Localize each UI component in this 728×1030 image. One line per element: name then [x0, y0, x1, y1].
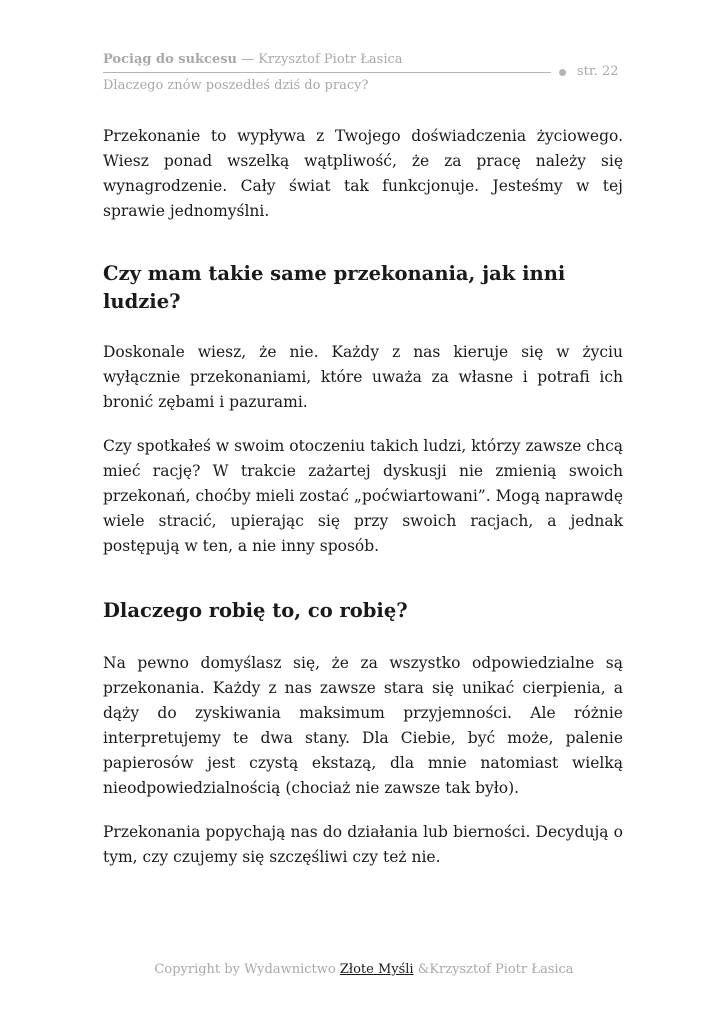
- footer-prefix: Copyright by Wydawnictwo: [154, 962, 340, 977]
- paragraph-5: Przekonania popychają nas do działania lub bierności. Decydują o tym, czy czujemy się szczęśliwi czy też nie.: [103, 823, 623, 866]
- paragraph-4: Na pewno domyślasz się, że za wszystko odpowiedzialne są przekonania. Każdy z nas zawsze stara się unikać cierpienia, a dąży do zyskiwania maksimum przyjemności. Ale różnie interpretujemy te dwa stany. Dla Ciebie, być może, palenie papierosów jest czystą ekstazą, dla mnie natomiast wielką nieodpowiedzialnością (chociaż nie zawsze tak było).: [103, 654, 623, 797]
- section-heading-2: Dlaczego robię to, co robię?: [103, 599, 408, 622]
- book-title: Pociąg do sukcesu: [103, 52, 238, 67]
- chapter-title: Dlaczego znów poszedłeś dziś do pracy?: [103, 78, 369, 93]
- page-footer: [0, 962, 728, 977]
- page-content: [103, 124, 623, 870]
- header-separator: —: [237, 52, 259, 67]
- page-header: [103, 52, 623, 102]
- footer-suffix: &Krzysztof Piotr Łasica: [413, 962, 574, 977]
- header-rule: [103, 72, 551, 73]
- paragraph-1: Przekonanie to wypływa z Twojego doświadczenia życiowego. Wiesz ponad wszelką wątpliwość, że za pracę należy się wynagrodzenie. Cały świat tak funkcjonuje. Jesteśmy w tej sprawie jednomyślni.: [103, 127, 623, 220]
- section-heading-1: Czy mam takie same przekonania, jak inni ludzie?: [103, 262, 566, 313]
- paragraph-2: Doskonale wiesz, że nie. Każdy z nas kieruje się w życiu wyłącznie przekonaniami, które uważa za własne i potrafi ich bronić zębami i pazurami.: [103, 343, 623, 411]
- publisher-link[interactable]: Złote Myśli: [339, 962, 414, 977]
- header-author: Krzysztof Piotr Łasica: [258, 52, 403, 67]
- header-dot-icon: [559, 69, 566, 76]
- paragraph-3: Czy spotkałeś w swoim otoczeniu takich ludzi, którzy zawsze chcą mieć rację? W trakcie zażartej dyskusji nie zmienią swoich przekonań, choćby mieli zostać „poćwiartowani”. Mogą naprawdę wiele stracić, upierając się przy swoich racjach, a jednak postępują w ten, a nie inny sposób.: [103, 437, 624, 555]
- header-title-line: [103, 52, 403, 67]
- page-number: str. 22: [577, 64, 619, 79]
